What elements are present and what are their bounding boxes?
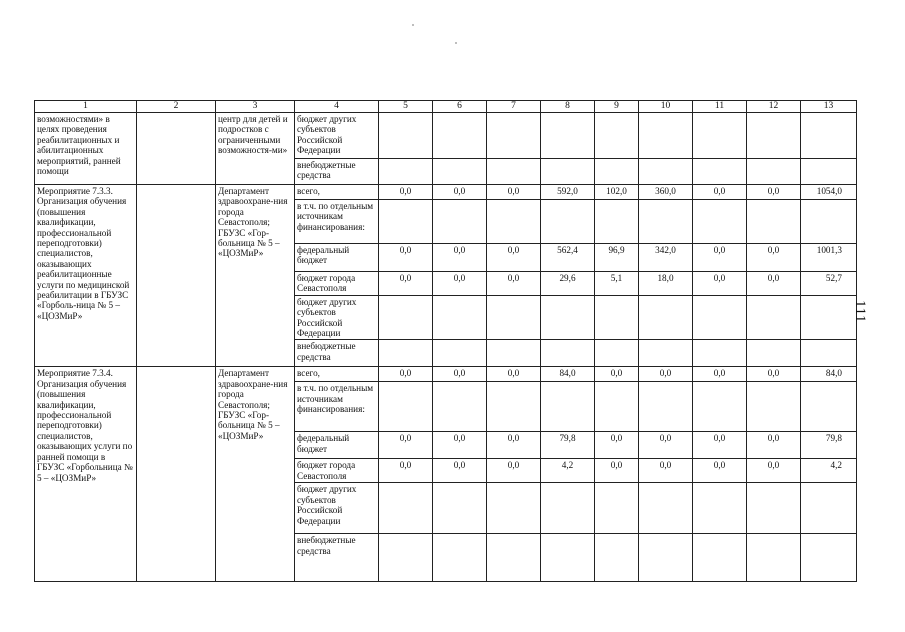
value-cell: 0,0	[595, 432, 639, 459]
value-cell: 102,0	[595, 185, 639, 200]
col-header: 11	[693, 101, 747, 113]
value-cell: 0,0	[747, 244, 801, 272]
empty-cell	[137, 113, 216, 185]
source-label: в т.ч. по отдельным источникам финансирования:	[295, 200, 379, 244]
value-cell	[747, 295, 801, 340]
value-cell: 0,0	[747, 272, 801, 296]
value-cell	[541, 200, 595, 244]
value-cell	[487, 483, 541, 534]
source-label: федеральный бюджет	[295, 432, 379, 459]
value-cell: 562,4	[541, 244, 595, 272]
value-cell: 0,0	[379, 244, 433, 272]
value-cell	[693, 534, 747, 582]
activity-7-3-3	[35, 185, 857, 367]
value-cell	[639, 382, 693, 432]
value-cell: 0,0	[487, 272, 541, 296]
total-cell: 4,2	[801, 459, 857, 483]
value-cell: 0,0	[379, 432, 433, 459]
value-cell: 0,0	[433, 459, 487, 483]
col-header: 12	[747, 101, 801, 113]
value-cell: 592,0	[541, 185, 595, 200]
value-cell: 0,0	[433, 244, 487, 272]
value-cell	[433, 295, 487, 340]
col-header: 10	[639, 101, 693, 113]
col-header: 13	[801, 101, 857, 113]
value-cell	[747, 200, 801, 244]
value-cell: 0,0	[693, 367, 747, 382]
value-cell	[747, 483, 801, 534]
value-cell	[747, 382, 801, 432]
value-cell	[433, 200, 487, 244]
value-cell: 0,0	[487, 367, 541, 382]
value-cell: 0,0	[487, 432, 541, 459]
source-label: внебюджетные средства	[295, 340, 379, 367]
value-cell	[541, 340, 595, 367]
value-cell: 5,1	[595, 272, 639, 296]
total-cell	[801, 200, 857, 244]
value-cell	[541, 534, 595, 582]
value-cell: 79,8	[541, 432, 595, 459]
value-cell: 0,0	[433, 432, 487, 459]
source-label: всего,	[295, 185, 379, 200]
value-cell	[639, 534, 693, 582]
value-cell: 0,0	[433, 367, 487, 382]
value-cell: 0,0	[379, 185, 433, 200]
value-cell	[693, 340, 747, 367]
value-cell	[433, 483, 487, 534]
table-row	[35, 367, 857, 382]
value-cell: 0,0	[747, 432, 801, 459]
value-cell: 0,0	[433, 272, 487, 296]
value-cell	[639, 483, 693, 534]
value-cell: 18,0	[639, 272, 693, 296]
value-cell: 0,0	[747, 367, 801, 382]
activity-title: Мероприятие 7.3.3. Организация обучения (повышения квалификации, профессиональной переподготовки) специалистов, оказывающих реабилитационные услуги по медицинской реабилитации в ГБУЗС «Горболь-ница № 5 – «ЦОЗМиР»	[35, 185, 137, 367]
activity-executor: Департамент здравоохране-ния города Севастополя; ГБУЗС «Гор-больница № 5 – «ЦОЗМиР»	[216, 367, 295, 582]
value-cell	[639, 200, 693, 244]
value-cell: 84,0	[541, 367, 595, 382]
value-cell: 0,0	[693, 185, 747, 200]
value-cell: 29,6	[541, 272, 595, 296]
col-header: 7	[487, 101, 541, 113]
empty-cell	[137, 185, 216, 367]
value-cell	[379, 295, 433, 340]
total-cell: 1054,0	[801, 185, 857, 200]
value-cell	[487, 340, 541, 367]
source-label: бюджет других субъектов Российской Федерации	[295, 113, 379, 159]
cont-activity-text: возможностями» в целях проведения реабилитационных и абилитационных мероприятий, ранней помощи	[35, 113, 137, 185]
col-header: 6	[433, 101, 487, 113]
value-cell	[693, 200, 747, 244]
value-cell: 0,0	[693, 244, 747, 272]
financing-table	[34, 100, 857, 582]
value-cell	[595, 340, 639, 367]
source-label: в т.ч. по отдельным источникам финансирования:	[295, 382, 379, 432]
value-cell: 0,0	[747, 459, 801, 483]
value-cell: 0,0	[379, 459, 433, 483]
col-header: 3	[216, 101, 295, 113]
value-cell	[693, 483, 747, 534]
value-cell: 0,0	[639, 432, 693, 459]
total-cell	[801, 382, 857, 432]
value-cell: 4,2	[541, 459, 595, 483]
value-cell	[595, 534, 639, 582]
value-cell	[541, 295, 595, 340]
value-cell	[379, 382, 433, 432]
source-label: бюджет города Севастополя	[295, 459, 379, 483]
total-cell	[801, 340, 857, 367]
value-cell: 360,0	[639, 185, 693, 200]
total-cell	[801, 295, 857, 340]
value-cell	[541, 483, 595, 534]
value-cell	[595, 382, 639, 432]
value-cell	[379, 200, 433, 244]
source-label: внебюджетные средства	[295, 159, 379, 185]
value-cell	[541, 382, 595, 432]
value-cell	[433, 382, 487, 432]
value-cell	[487, 295, 541, 340]
col-header: 5	[379, 101, 433, 113]
value-cell	[595, 200, 639, 244]
total-cell: 84,0	[801, 367, 857, 382]
value-cell	[693, 382, 747, 432]
empty-cell	[137, 367, 216, 582]
scan-speck	[412, 24, 414, 26]
source-label: всего,	[295, 367, 379, 382]
total-cell: 79,8	[801, 432, 857, 459]
total-cell	[801, 534, 857, 582]
col-header: 4	[295, 101, 379, 113]
col-header: 9	[595, 101, 639, 113]
cont-executor-text: центр для детей и подростков с ограниченными возможностя-ми»	[216, 113, 295, 185]
value-cell	[433, 534, 487, 582]
value-cell	[595, 295, 639, 340]
source-label: бюджет города Севастополя	[295, 272, 379, 296]
value-cell: 0,0	[639, 459, 693, 483]
activity-executor: Департамент здравоохране-ния города Севастополя; ГБУЗС «Гор-больница № 5 – «ЦОЗМиР»	[216, 185, 295, 367]
value-cell: 0,0	[379, 367, 433, 382]
col-header: 1	[35, 101, 137, 113]
value-cell: 0,0	[487, 244, 541, 272]
activity-7-3-4	[35, 367, 857, 582]
value-cell	[379, 340, 433, 367]
value-cell	[487, 200, 541, 244]
value-cell: 0,0	[747, 185, 801, 200]
value-cell	[595, 483, 639, 534]
total-cell: 52,7	[801, 272, 857, 296]
source-label: внебюджетные средства	[295, 534, 379, 582]
value-cell: 0,0	[487, 185, 541, 200]
source-label: бюджет других субъектов Российской Федерации	[295, 483, 379, 534]
table-row	[35, 185, 857, 200]
value-cell: 0,0	[693, 432, 747, 459]
value-cell: 0,0	[379, 272, 433, 296]
value-cell	[693, 295, 747, 340]
value-cell: 96,9	[595, 244, 639, 272]
value-cell	[487, 534, 541, 582]
value-cell: 0,0	[433, 185, 487, 200]
value-cell	[379, 483, 433, 534]
value-cell	[747, 534, 801, 582]
value-cell	[433, 340, 487, 367]
value-cell: 0,0	[595, 459, 639, 483]
value-cell: 0,0	[639, 367, 693, 382]
value-cell: 0,0	[693, 272, 747, 296]
scan-speck	[455, 42, 457, 44]
value-cell	[747, 340, 801, 367]
col-header: 8	[541, 101, 595, 113]
value-cell: 0,0	[693, 459, 747, 483]
value-cell	[639, 340, 693, 367]
source-label: бюджет других субъектов Российской Федерации	[295, 295, 379, 340]
source-label: федеральный бюджет	[295, 244, 379, 272]
value-cell	[487, 382, 541, 432]
header-row	[35, 101, 857, 113]
table-row	[35, 113, 857, 159]
value-cell: 0,0	[595, 367, 639, 382]
activity-title: Мероприятие 7.3.4. Организация обучения (повышения квалификации, профессиональной переподготовки) специалистов, оказывающих услуги по ранней помощи в ГБУЗС «Горбольница № 5 – «ЦОЗМиР»	[35, 367, 137, 582]
value-cell	[379, 534, 433, 582]
col-header: 2	[137, 101, 216, 113]
total-cell: 1001,3	[801, 244, 857, 272]
value-cell	[639, 295, 693, 340]
page-number: 111	[852, 300, 868, 323]
value-cell: 342,0	[639, 244, 693, 272]
total-cell	[801, 483, 857, 534]
value-cell: 0,0	[487, 459, 541, 483]
